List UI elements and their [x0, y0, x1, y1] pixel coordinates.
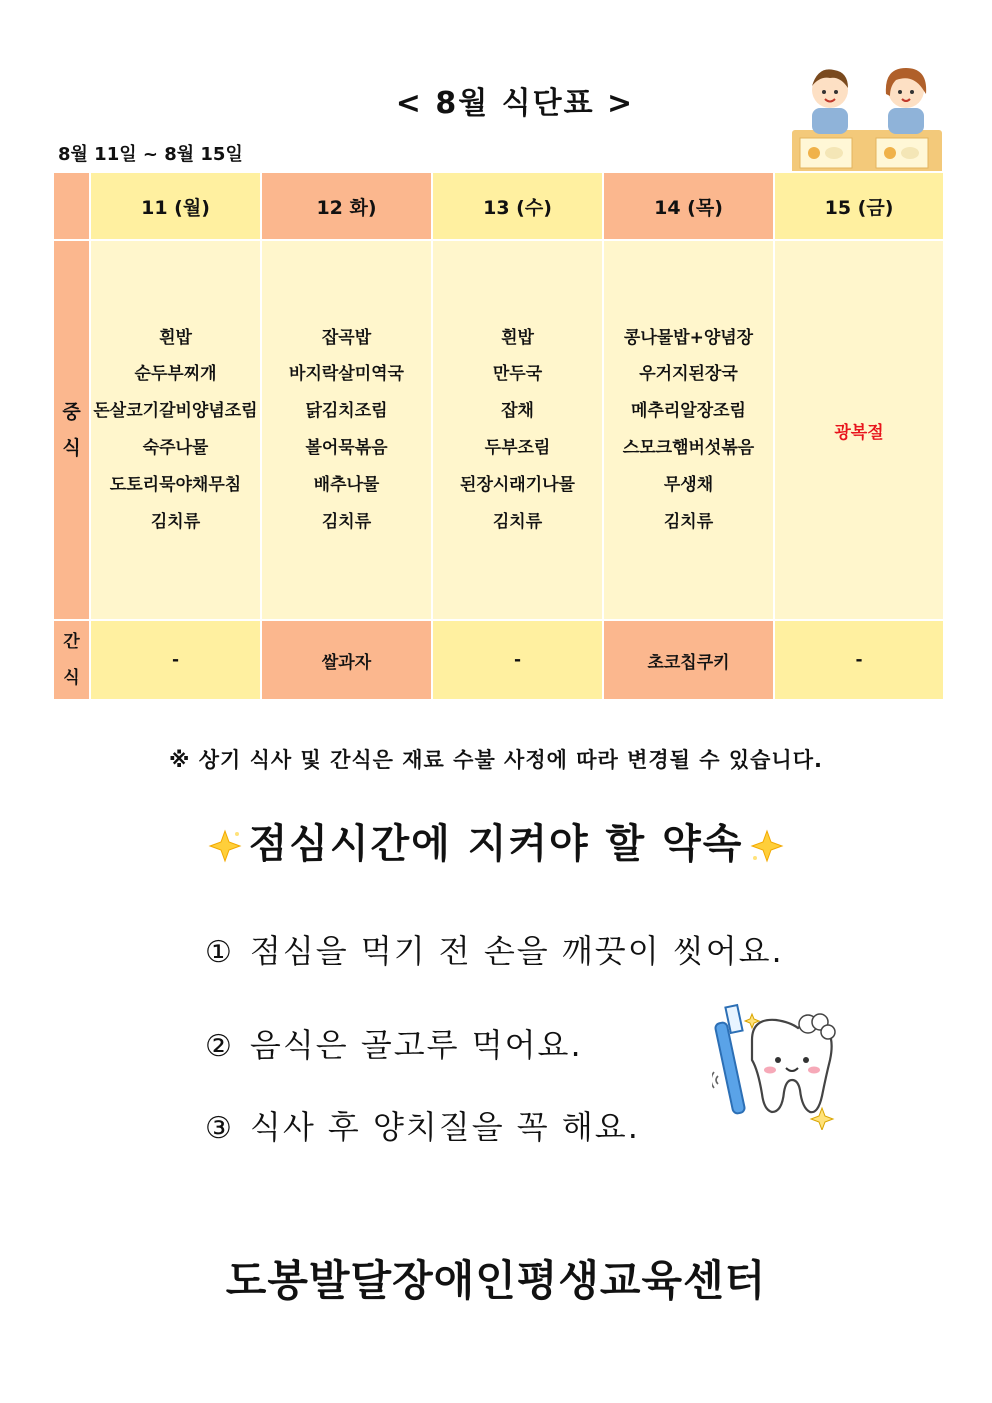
dish-list [91, 320, 260, 541]
dish: 숙주나물 [142, 438, 209, 458]
snack-cell: - [90, 620, 261, 700]
day-header: 15 (금) [774, 172, 944, 240]
dish: 잡채 [501, 401, 534, 422]
children-eating-illustration [790, 58, 942, 176]
lunch-cell [432, 240, 603, 620]
tooth-with-toothbrush-illustration [712, 1000, 852, 1130]
dish: 흰밥 [159, 327, 192, 348]
snack-cell: - [432, 620, 603, 700]
dish: 김치류 [492, 511, 543, 532]
lunch-cell [603, 240, 774, 620]
dish: 바지락살미역국 [289, 364, 404, 385]
weekly-menu-table [52, 171, 945, 701]
dish-list [604, 320, 773, 541]
dish: 배추나물 [313, 474, 380, 495]
dish: 무생채 [663, 474, 714, 495]
header-corner [53, 172, 90, 240]
snack-cell: 초코칩쿠키 [603, 620, 774, 700]
snack-row [53, 620, 944, 700]
page-title: < 8월 식단표 > [395, 86, 635, 121]
dish: 흰밥 [501, 327, 534, 348]
rule-item [205, 1102, 640, 1148]
dish: 만두국 [492, 364, 543, 385]
day-header: 12 화) [261, 172, 432, 240]
day-header: 11 (월) [90, 172, 261, 240]
lunch-promise-heading [0, 812, 992, 869]
dish: 잡곡밥 [321, 327, 372, 348]
snack-row-label: 간 식 [53, 620, 90, 700]
dish: 김치류 [663, 511, 714, 532]
snack-cell: 쌀과자 [261, 620, 432, 700]
menu-change-notice: ※ 상기 식사 및 간식은 재료 수불 사정에 따라 변경될 수 있습니다. [169, 748, 823, 772]
rule-number: ② [205, 1029, 234, 1064]
dish: 닭김치조림 [305, 401, 388, 422]
sparkle-star-icon [749, 828, 785, 864]
lunch-cell [90, 240, 261, 620]
dish: 볼어묵볶음 [305, 438, 388, 458]
rule-text: 식사 후 양치질을 꼭 해요. [249, 1108, 640, 1146]
lunch-cell [774, 240, 944, 620]
rule-number: ③ [205, 1111, 234, 1146]
lunch-cell [261, 240, 432, 620]
dish-list [433, 320, 602, 541]
dish: 두부조림 [484, 438, 551, 458]
rule-item [205, 926, 784, 972]
lunch-row [53, 240, 944, 620]
day-header-row [53, 172, 944, 240]
dish: 김치류 [150, 511, 201, 532]
dish: 돈살코기갈비양념조림 [93, 401, 258, 422]
rule-text: 음식은 골고루 먹어요. [249, 1026, 583, 1064]
date-range: 8월 11일 ~ 8월 15일 [58, 144, 243, 165]
snack-cell: - [774, 620, 944, 700]
sparkle-star-icon [207, 828, 243, 864]
dish: 순두부찌개 [134, 364, 217, 385]
dish-list [262, 320, 431, 541]
dish: 김치류 [321, 511, 372, 532]
dish: 우거지된장국 [639, 364, 738, 385]
dish: 도토리묵야채무침 [109, 474, 242, 495]
day-header: 13 (수) [432, 172, 603, 240]
dish: 스모크햄버섯볶음 [622, 438, 755, 458]
holiday-label: 광복절 [834, 422, 884, 443]
rule-number: ① [205, 935, 234, 970]
day-header: 14 (목) [603, 172, 774, 240]
rule-item [205, 1020, 583, 1066]
dish: 된장시래기나물 [460, 474, 575, 495]
dish: 콩나물밥+양념장 [623, 327, 754, 348]
promise-title-text: 점심시간에 지켜야 할 약속 [248, 821, 744, 867]
organization-name: 도봉발달장애인평생교육센터 [225, 1256, 767, 1305]
lunch-row-label: 중 식 [53, 240, 90, 620]
dish: 메추리알장조림 [631, 401, 746, 422]
rule-text: 점심을 먹기 전 손을 깨끗이 씻어요. [249, 932, 784, 970]
